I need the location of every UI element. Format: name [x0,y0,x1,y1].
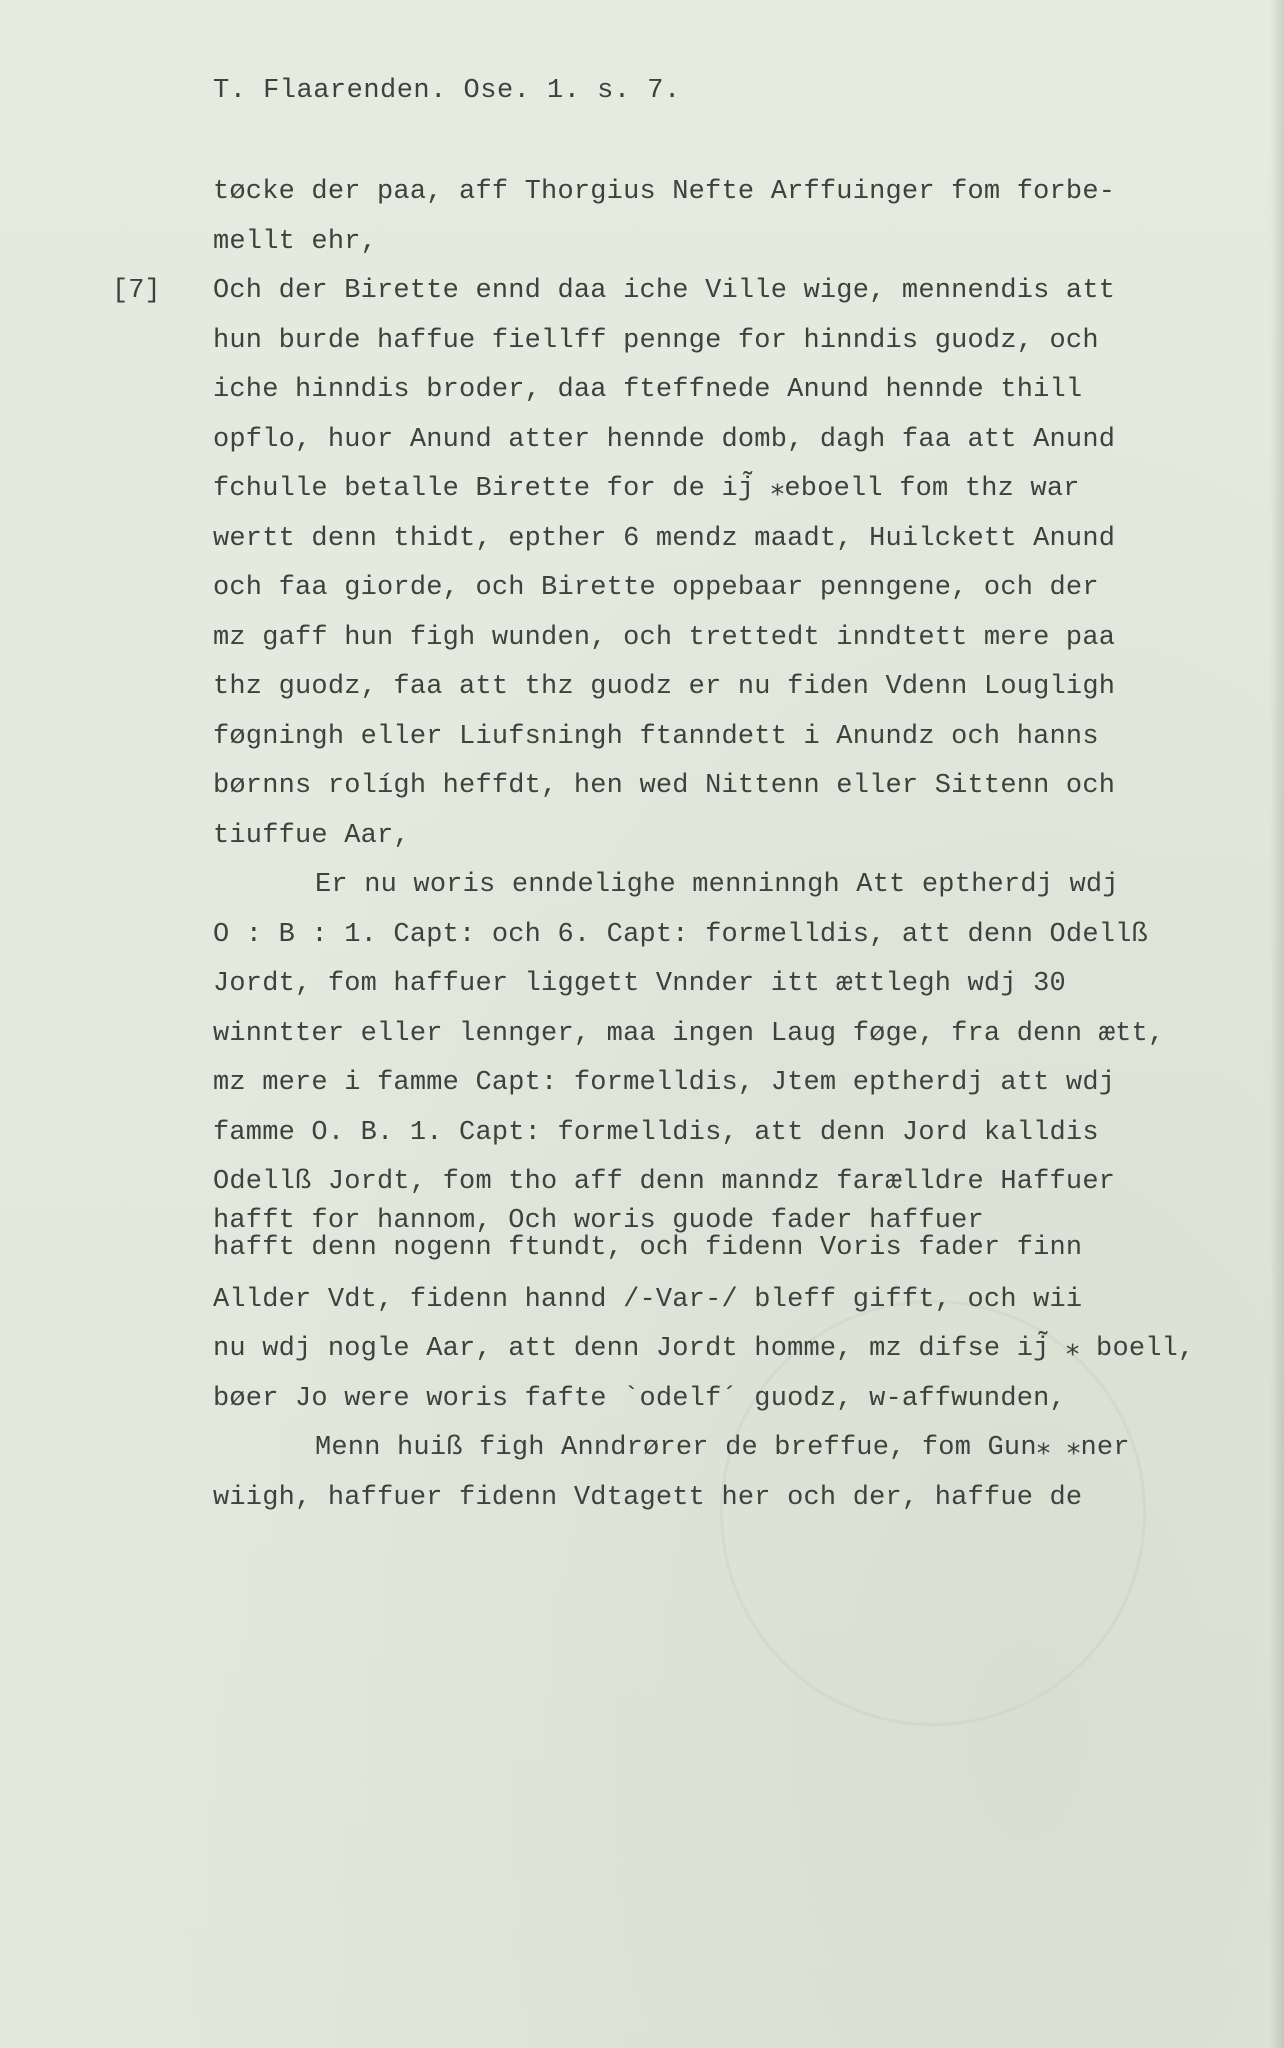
text-line: børnns rolígh heffdt, hen wed Nittenn eller Sittenn och [213,771,1116,801]
text-line: och faa giorde, och Birette oppebaar penngene, och der [213,573,1099,603]
text-line: iche hinndis broder, daa fteffnede Anund hennde thill [213,375,1083,405]
text-line: Och der Birette ennd daa iche Ville wige, mennendis att [213,276,1116,306]
text-line: thz guodz, faa att thz guodz er nu fiden Vdenn Lougligh [213,672,1116,702]
page-header: T. Flaarenden. Ose. 1. s. 7. [213,76,681,106]
text-line: tiuffue Aar, [213,820,410,851]
text-line: hafft denn nogenn ftundt, och fidenn Voris fader finn [213,1232,1083,1263]
text-line: Allder Vdt, fidenn hannd /-Var-/ bleff gifft, och wii [213,1284,1083,1315]
text-line: O : B : 1. Capt: och 6. Capt: formelldis, att denn Odellß [213,919,1148,950]
text-line: Er nu woris enndelighe menninngh Att eptherdj wdj [315,870,1119,900]
margin-note: [7] [112,276,161,306]
text-line: opflo, huor Anund atter hennde domb, dagh faa att Anund [213,424,1116,455]
transcription-body [213,168,1253,1523]
text-line: Odellß Jordt, fom tho aff denn manndz farælldre Haffuer [213,1167,1116,1197]
page-edge-shadow [1270,0,1284,2048]
text-line: fchulle betalle Birette for de ij̃ ⁎eboell fom thz war [213,474,1080,504]
text-line: hun burde haffue fiellff pennge for hinndis guodz, och [213,325,1099,356]
text-line: nu wdj nogle Aar, att denn Jordt homme, mz difse ij̃ ⁎ boell, [213,1334,1195,1364]
text-line: mellt ehr, [213,226,378,257]
text-line: mz mere i famme Capt: formelldis, Jtem eptherdj att wdj [213,1068,1116,1098]
text-line: hafft for hannom, Och woris guode fader haffuer [213,1205,984,1236]
text-line: winntter eller lennger, maa ingen Laug føge, fra denn ætt, [213,1018,1165,1049]
text-line: føgningh eller Liufsningh ftanndett i Anundz och hanns [213,721,1099,752]
text-line: Jordt, fom haffuer liggett Vnnder itt ættlegh wdj 30 [213,969,1066,999]
text-line: tøcke der paa, aff Thorgius Nefte Arffuinger fom forbe- [213,177,1116,207]
text-line: wertt denn thidt, epther 6 mendz maadt, Huilckett Anund [213,523,1116,554]
text-line: wiigh, haffuer fidenn Vdtagett her och der, haffue de [213,1482,1083,1513]
text-line: mz gaff hun figh wunden, och trettedt inndtett mere paa [213,622,1116,653]
text-line: famme O. B. 1. Capt: formelldis, att denn Jord kalldis [213,1117,1099,1148]
text-line: Menn huiß figh Anndrører de breffue, fom Gun⁎ ⁎ner [315,1433,1130,1463]
text-line: bøer Jo were woris fafte `odelf´ guodz, w-affwunden, [213,1383,1066,1414]
